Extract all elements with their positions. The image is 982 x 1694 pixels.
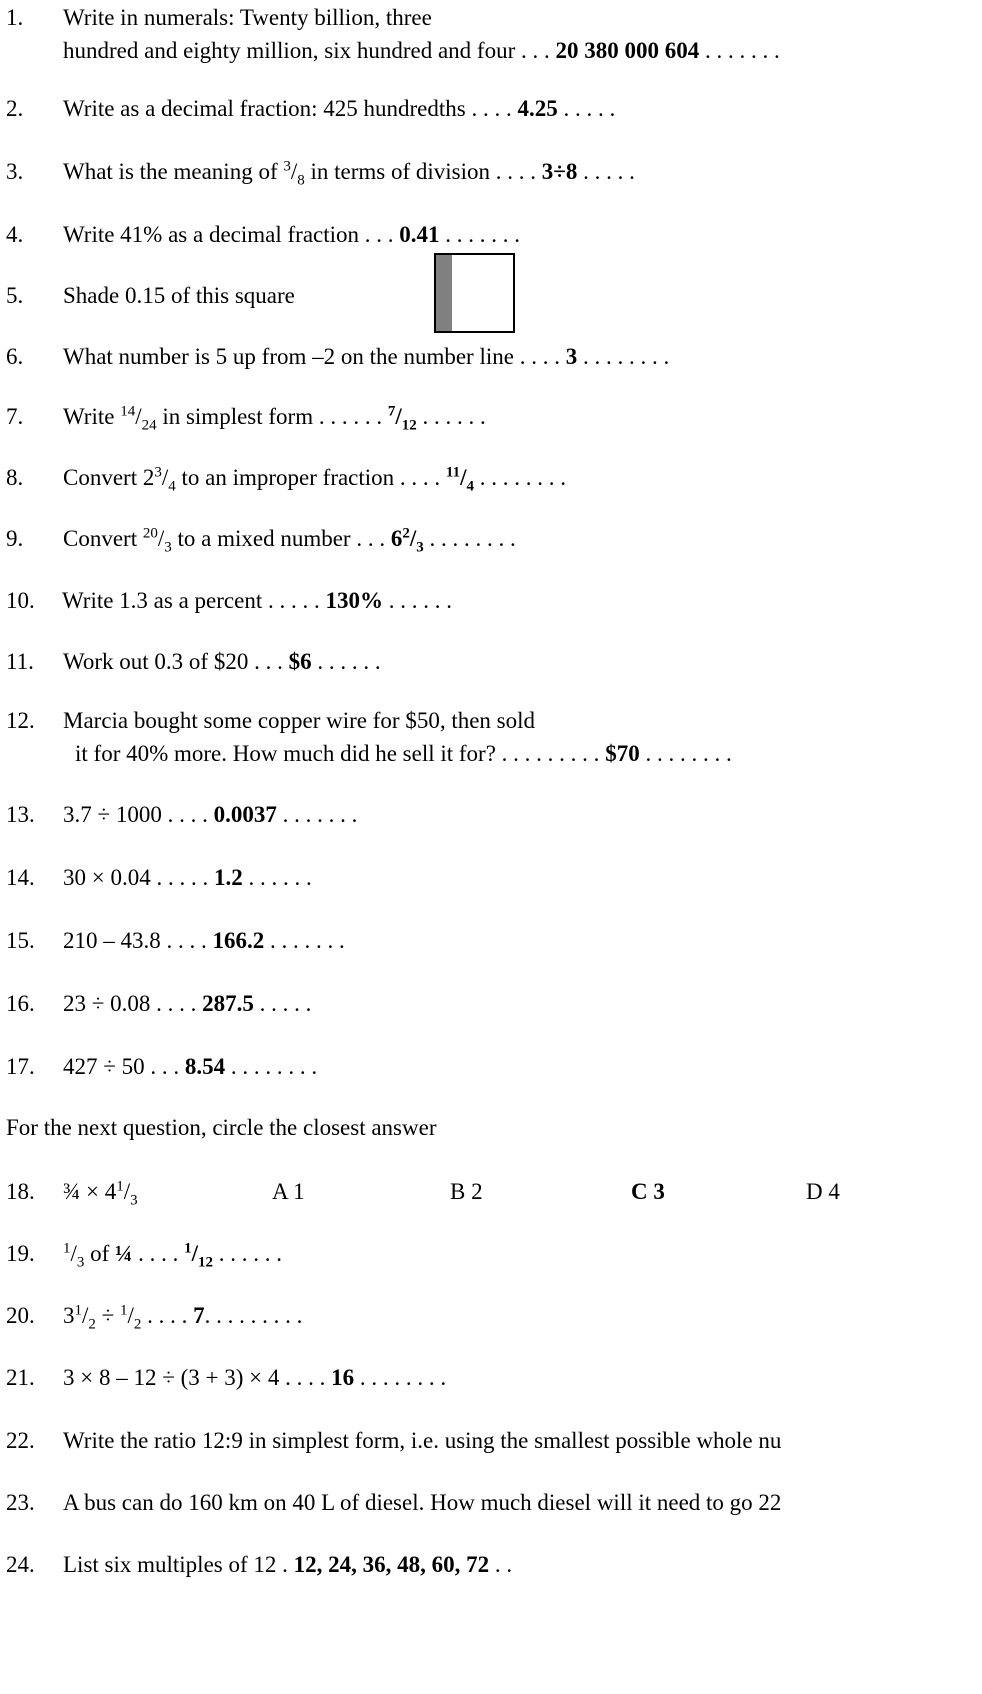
answer: 7	[193, 1303, 205, 1328]
question-dots: . . . .	[141, 1303, 194, 1328]
fraction-slash: /	[127, 1303, 134, 1328]
answer: 16	[331, 1365, 355, 1390]
question-12-line-2	[75, 740, 732, 768]
question-number: 3.	[6, 159, 24, 184]
quarter-symbol: ¼	[115, 1241, 133, 1266]
fraction-denominator: 3	[164, 539, 172, 556]
question-text: 23 ÷ 0.08 . . . .	[63, 991, 203, 1016]
fraction-denominator: 3	[76, 1254, 85, 1271]
answer-dots: . . . . . . . .	[474, 465, 566, 490]
fraction-slash: /	[157, 526, 165, 551]
answer-dots: . . . . . . . .	[577, 344, 670, 369]
answer: 130%	[325, 588, 383, 613]
fraction-slash: /	[290, 159, 298, 184]
fraction-numerator: 20	[142, 525, 158, 542]
answer-dots: . . . . . .	[242, 865, 312, 890]
question-text: Write 41% as a decimal fraction . . .	[63, 222, 400, 247]
question-text: 3 × 8 – 12 ÷ (3 + 3) × 4 . . . .	[63, 1365, 332, 1390]
answer-dots: . . . . . . . .	[354, 1365, 447, 1390]
question-number: 15.	[6, 928, 35, 953]
answer: $70	[605, 741, 640, 766]
question-text: 3	[63, 1303, 75, 1328]
answer-dots: . . . . . . .	[439, 222, 521, 247]
answer-dots: . . . . . .	[416, 404, 486, 429]
question-text: of	[84, 1241, 116, 1266]
fraction-denominator: 24	[141, 417, 157, 434]
answer-denominator: 12	[197, 1254, 213, 1271]
answer: 12, 24, 36, 48, 60, 72	[293, 1552, 490, 1577]
question-text: hundred and eighty million, six hundred and four . . .	[63, 38, 556, 63]
question-text: 210 – 43.8 . . . .	[63, 928, 213, 953]
answer-denominator: 4	[466, 478, 474, 495]
question-1-line-1: Write in numerals: Twenty billion, three	[63, 5, 432, 30]
answer-dots: . . . . . . . .	[423, 526, 516, 551]
fraction-numerator: 1	[120, 1302, 128, 1319]
answer: $6	[288, 649, 312, 674]
answer: 287.5	[202, 991, 254, 1016]
question-number: 8.	[6, 465, 24, 490]
answer-numerator: 2	[402, 525, 410, 542]
answer-denominator: 12	[401, 417, 417, 434]
question-number: 14.	[6, 865, 35, 890]
question-number: 4.	[6, 222, 24, 247]
answer-slash: /	[460, 465, 467, 490]
option-a[interactable]: A 1	[272, 1179, 305, 1204]
answer: 0.0037	[213, 802, 277, 827]
question-text: 30 × 0.04 . . . . .	[63, 865, 214, 890]
question-number: 18.	[6, 1179, 35, 1204]
answer: 166.2	[212, 928, 265, 953]
question-number: 10.	[6, 588, 35, 613]
answer: 3÷8	[541, 159, 578, 184]
answer	[390, 525, 424, 556]
question-number: 19.	[6, 1241, 35, 1266]
fraction-slash: /	[161, 465, 169, 490]
fraction-numerator: 1	[63, 1240, 71, 1257]
question-text: Write 1.3 as a percent . . . . .	[62, 588, 326, 613]
question-number: 21.	[6, 1365, 35, 1390]
question-number: 24.	[6, 1552, 35, 1577]
question-number: 13.	[6, 802, 35, 827]
option-b[interactable]: B 2	[450, 1179, 483, 1204]
question-1-line-2	[63, 37, 780, 65]
question-number: 7.	[6, 404, 24, 429]
answer-numerator: 1	[184, 1240, 192, 1257]
answer-dots: . . . . . . . . .	[204, 1303, 303, 1328]
answer: 3	[565, 344, 578, 369]
question-text: Shade 0.15 of this square	[63, 283, 295, 308]
fraction-numerator: 1	[74, 1302, 82, 1319]
answer	[387, 403, 417, 434]
fraction-denominator: 2	[88, 1316, 96, 1333]
question-text-cont: to a mixed number . . .	[171, 526, 391, 551]
question-text-cont: in simplest form . . . . . .	[156, 404, 388, 429]
fraction-slash: /	[123, 1179, 131, 1204]
question-dots: . . . .	[132, 1241, 185, 1266]
question-text: What number is 5 up from –2 on the number line . . . .	[63, 344, 566, 369]
option-c-correct[interactable]: C 3	[631, 1179, 665, 1204]
fraction-slash: /	[70, 1241, 77, 1266]
question-number: 20.	[6, 1303, 35, 1328]
answer-dots: . . . . . .	[212, 1241, 282, 1266]
question-text: Write	[63, 404, 121, 429]
question-number: 17.	[6, 1054, 35, 1079]
question-number: 22.	[6, 1428, 35, 1453]
answer-whole: 6	[390, 526, 403, 551]
fraction-numerator: 1	[116, 1178, 124, 1195]
question-text: List six multiples of 12 .	[63, 1552, 294, 1577]
question-number: 11.	[6, 649, 34, 674]
fraction-denominator: 8	[297, 172, 305, 189]
answer: 1.2	[213, 865, 243, 890]
fraction-slash: /	[135, 404, 142, 429]
answer-dots: . . . . .	[253, 991, 312, 1016]
fraction-denominator: 4	[168, 478, 176, 495]
answer	[184, 1240, 213, 1271]
question-text: Work out 0.3 of $20 . . .	[63, 649, 289, 674]
answer-denominator: 3	[416, 539, 424, 556]
question-text: Write the ratio 12:9 in simplest form, i.e. using the smallest possible whole nu	[63, 1428, 782, 1453]
question-text: Convert 2	[63, 465, 155, 490]
question-text: 427 ÷ 50 . . .	[63, 1054, 185, 1079]
answer-slash: /	[409, 526, 417, 551]
answer: 4.25	[517, 96, 558, 121]
answer-dots: . . . . . . .	[276, 802, 358, 827]
fraction-numerator: 3	[154, 464, 162, 481]
answer: 0.41	[399, 222, 440, 247]
answer-dots: . . . . .	[577, 159, 635, 184]
fraction-numerator: 14	[120, 403, 136, 420]
question-number: 12.	[6, 708, 35, 733]
question-number: 6.	[6, 344, 24, 369]
question-text: Convert	[63, 526, 143, 551]
answer: 20 380 000 604	[555, 38, 700, 63]
question-text: 3.7 ÷ 1000 . . . .	[63, 802, 214, 827]
answer-dots: . . . . . . .	[264, 928, 345, 953]
answer-dots: . . . . . . . .	[639, 741, 732, 766]
answer-numerator: 11	[445, 464, 461, 481]
fraction-denominator: 3	[130, 1192, 138, 1209]
question-12-line-1: Marcia bought some copper wire for $50, then sold	[63, 708, 536, 733]
answer-dots: . . . . . .	[382, 588, 452, 613]
question-text: Write as a decimal fraction: 425 hundredths . . . .	[63, 96, 518, 121]
answer-numerator: 7	[387, 403, 396, 420]
answer-dots: . . . . . . . .	[225, 1054, 318, 1079]
fraction-numerator: 3	[283, 158, 291, 175]
answer-slash: /	[191, 1241, 198, 1266]
question-text: What is the meaning of	[63, 159, 284, 184]
answer-dots: . . . . . . .	[699, 38, 780, 63]
instruction-text: For the next question, circle the closest answer	[6, 1115, 437, 1140]
fraction-denominator: 2	[133, 1316, 142, 1333]
answer	[445, 464, 474, 495]
answer-dots: . . . . . .	[311, 649, 381, 674]
question-text: it for 40% more. How much did he sell it for? . . . . . . . . .	[75, 741, 606, 766]
answer: 8.54	[184, 1054, 226, 1079]
division-sign: ÷	[95, 1303, 121, 1328]
shaded-portion	[436, 255, 452, 331]
question-text: A bus can do 160 km on 40 L of diesel. How much diesel will it need to go 22	[63, 1490, 782, 1515]
question-number: 5.	[6, 283, 24, 308]
question-text-cont: in terms of division . . . .	[304, 159, 542, 184]
question-number: 23.	[6, 1490, 35, 1515]
question-text-cont: to an improper fraction . . . .	[175, 465, 446, 490]
fraction-slash: /	[82, 1303, 89, 1328]
answer-slash: /	[395, 404, 402, 429]
option-d[interactable]: D 4	[806, 1179, 840, 1204]
answer-dots: . . . . .	[557, 96, 616, 121]
answer-dots: . .	[489, 1552, 513, 1577]
question-number: 9.	[6, 526, 24, 551]
question-number: 16.	[6, 991, 35, 1016]
question-number: 2.	[6, 96, 24, 121]
question-text: ¾ × 4	[63, 1179, 117, 1204]
question-number: 1.	[6, 5, 24, 30]
shaded-square	[434, 253, 515, 333]
